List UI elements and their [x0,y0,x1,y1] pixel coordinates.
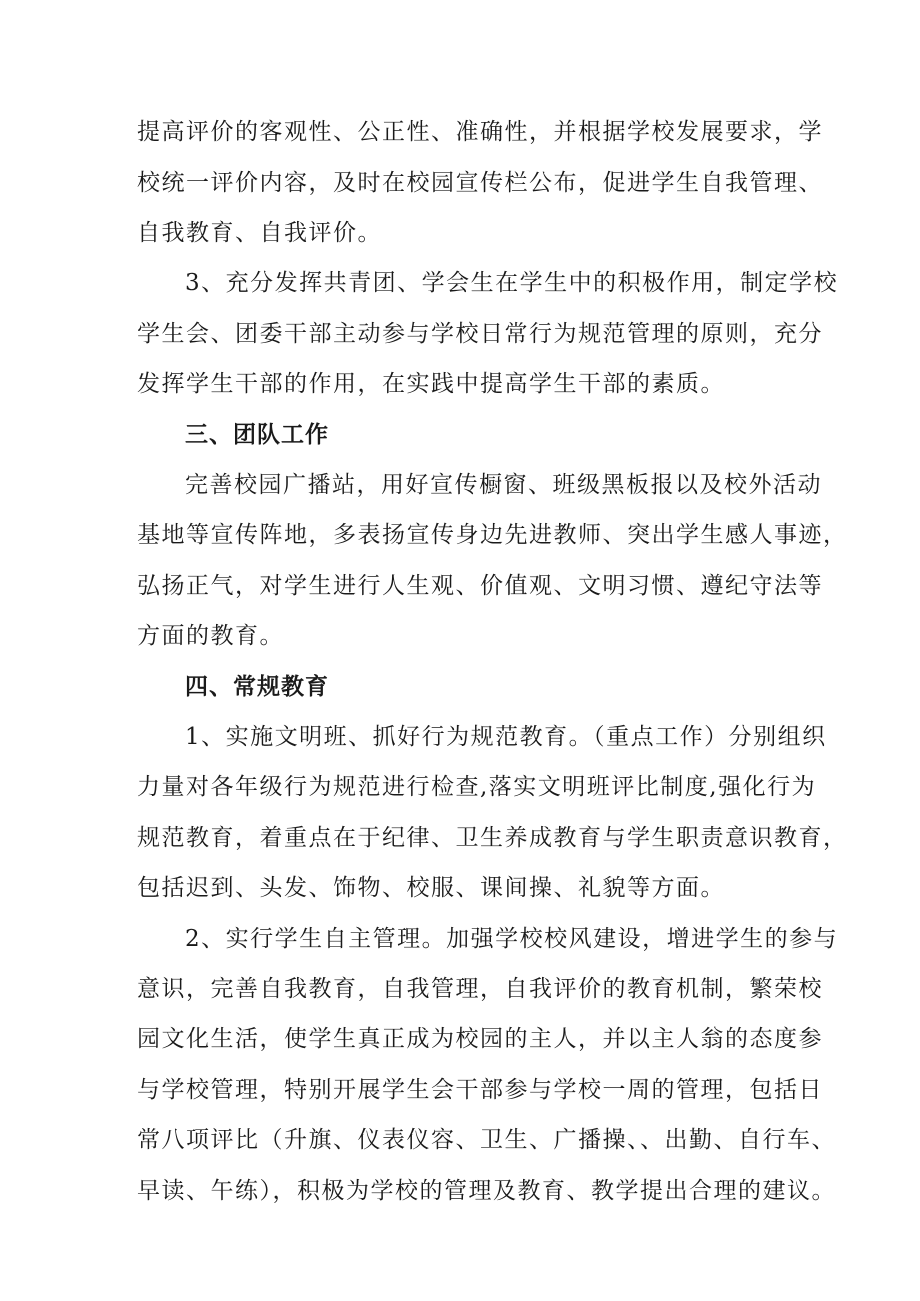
paragraph-line: 方面的教育。 [137,623,284,649]
paragraph-line: 园文化生活，使学生真正成为校园的主人，并以主人翁的态度参 [137,1026,823,1052]
paragraph-line: 1、实施文明班、抓好行为规范教育。（重点工作）分别组织 [185,724,827,750]
paragraph-line: 校统一评价内容，及时在校园宣传栏公布，促进学生自我管理、 [137,170,823,196]
paragraph-line: 提高评价的客观性、公正性、准确性，并根据学校发展要求，学 [137,119,823,145]
paragraph-line: 包括迟到、头发、饰物、校服、课间操、礼貌等方面。 [137,875,725,901]
paragraph-line: 学生会、团委干部主动参与学校日常行为规范管理的原则，充分 [137,321,823,347]
section-heading-teamwork: 三、团队工作 [185,422,329,448]
paragraph-line: 基地等宣传阵地，多表扬宣传身边先进教师、突出学生感人事迹， [137,522,848,548]
paragraph-line: 完善校园广播站，用好宣传橱窗、班级黑板报以及校外活动 [185,472,822,498]
paragraph-line: 3、充分发挥共青团、学会生在学生中的积极作用，制定学校 [185,270,839,296]
paragraph-line: 规范教育，着重点在于纪律、卫生养成教育与学生职责意识教育， [137,825,848,851]
paragraph-line: 力量对各年级行为规范进行检查,落实文明班评比制度,强化行为 [137,774,817,800]
paragraph-line: 发挥学生干部的作用，在实践中提高学生干部的素质。 [137,371,725,397]
paragraph-line: 常八项评比（升旗、仪表仪容、卫生、广播操、、出勤、自行车、 [137,1127,836,1153]
paragraph-line: 早读、午练），积极为学校的管理及教育、教学提出合理的建议。 [137,1178,836,1204]
paragraph-line: 与学校管理，特别开展学生会干部参与学校一周的管理，包括日 [137,1077,823,1103]
paragraph-line: 意识，完善自我教育，自我管理，自我评价的教育机制，繁荣校 [137,976,823,1002]
paragraph-line: 自我教育、自我评价。 [137,220,382,246]
section-heading-routine-education: 四、常规教育 [185,674,329,700]
paragraph-line: 2、实行学生自主管理。加强学校校风建设，增进学生的参与 [185,926,839,952]
paragraph-line: 弘扬正气，对学生进行人生观、价值观、文明习惯、遵纪守法等 [137,573,823,599]
